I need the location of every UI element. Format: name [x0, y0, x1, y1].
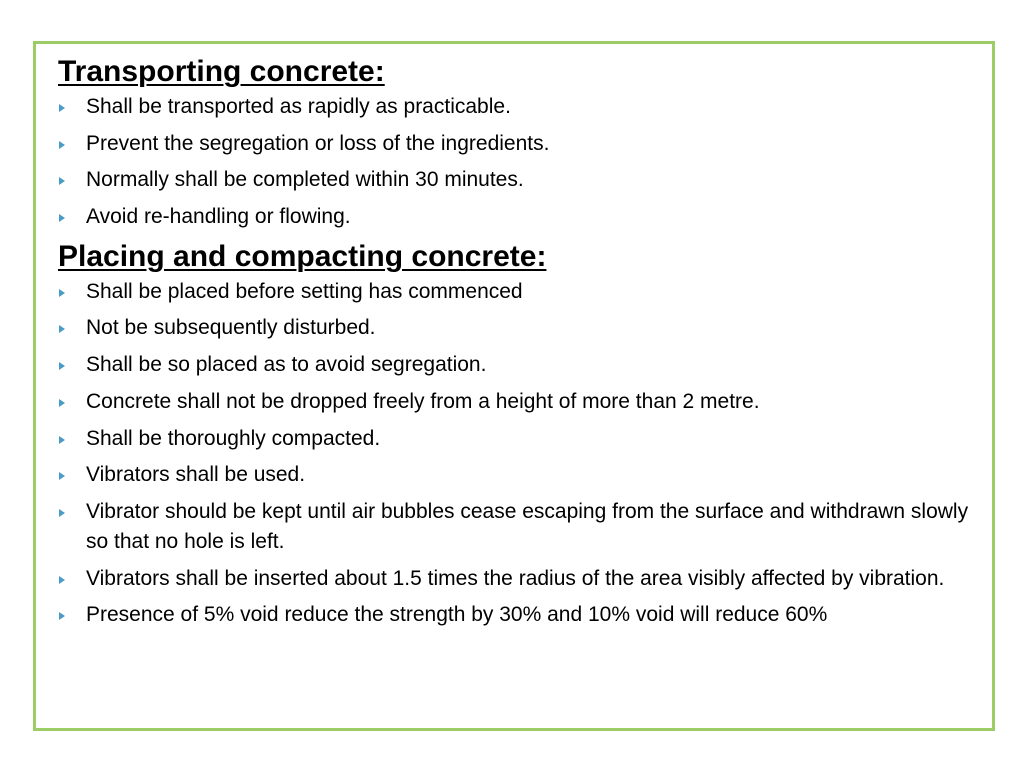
bullet-arrow-icon [59, 399, 65, 407]
bullet-arrow-icon [59, 141, 65, 149]
list-item [58, 424, 993, 454]
list-item [58, 92, 993, 122]
list-item [58, 387, 993, 417]
list-item [58, 129, 993, 159]
bullet-arrow-icon [59, 576, 65, 584]
bullet-arrow-icon [59, 612, 65, 620]
list-item [58, 600, 993, 630]
section-heading-transporting: Transporting concrete: [58, 55, 385, 88]
list-item [58, 165, 993, 195]
list-item [58, 277, 993, 307]
list-item [58, 313, 993, 343]
list-item-text: Shall be transported as rapidly as practicable. [86, 95, 511, 118]
bullet-arrow-icon [59, 104, 65, 112]
section-heading-placing: Placing and compacting concrete: [58, 239, 547, 273]
list-item-text: Not be subsequently disturbed. [86, 316, 376, 340]
bullet-arrow-icon [59, 214, 65, 222]
list-item-text: Shall be placed before setting has commenced [86, 279, 523, 303]
slide-frame [33, 41, 995, 731]
list-item [58, 564, 993, 594]
bullet-arrow-icon [59, 289, 65, 297]
list-item-text: Vibrators shall be inserted about 1.5 times the radius of the area visibly affected by vibration. [86, 566, 945, 590]
list-item-text: Vibrators shall be used. [86, 463, 306, 487]
list-item [58, 202, 993, 232]
list-item-text: Shall be so placed as to avoid segregation. [86, 353, 487, 377]
slide-content [58, 54, 993, 637]
list-item [58, 460, 993, 490]
bullet-arrow-icon [59, 436, 65, 444]
list-item-text: Shall be thoroughly compacted. [86, 426, 381, 450]
bullet-arrow-icon [59, 177, 65, 185]
list-item-text: Vibrator should be kept until air bubbles cease escaping from the surface and withdrawn slowly so that no hole is left. [86, 499, 969, 553]
list-item-text: Normally shall be completed within 30 minutes. [86, 168, 524, 192]
bullet-arrow-icon [59, 362, 65, 370]
list-item-text: Prevent the segregation or loss of the ingredients. [86, 131, 550, 155]
placing-list [58, 277, 993, 631]
list-item [58, 350, 993, 380]
list-item [58, 497, 993, 557]
list-item-text: Concrete shall not be dropped freely from a height of more than 2 metre. [86, 389, 760, 413]
list-item-text: Presence of 5% void reduce the strength by 30% and 10% void will reduce 60% [86, 603, 828, 627]
bullet-arrow-icon [59, 472, 65, 480]
transporting-list [58, 92, 993, 232]
list-item-text: Avoid re-handling or flowing. [86, 205, 351, 229]
bullet-arrow-icon [59, 509, 65, 517]
bullet-arrow-icon [59, 325, 65, 333]
